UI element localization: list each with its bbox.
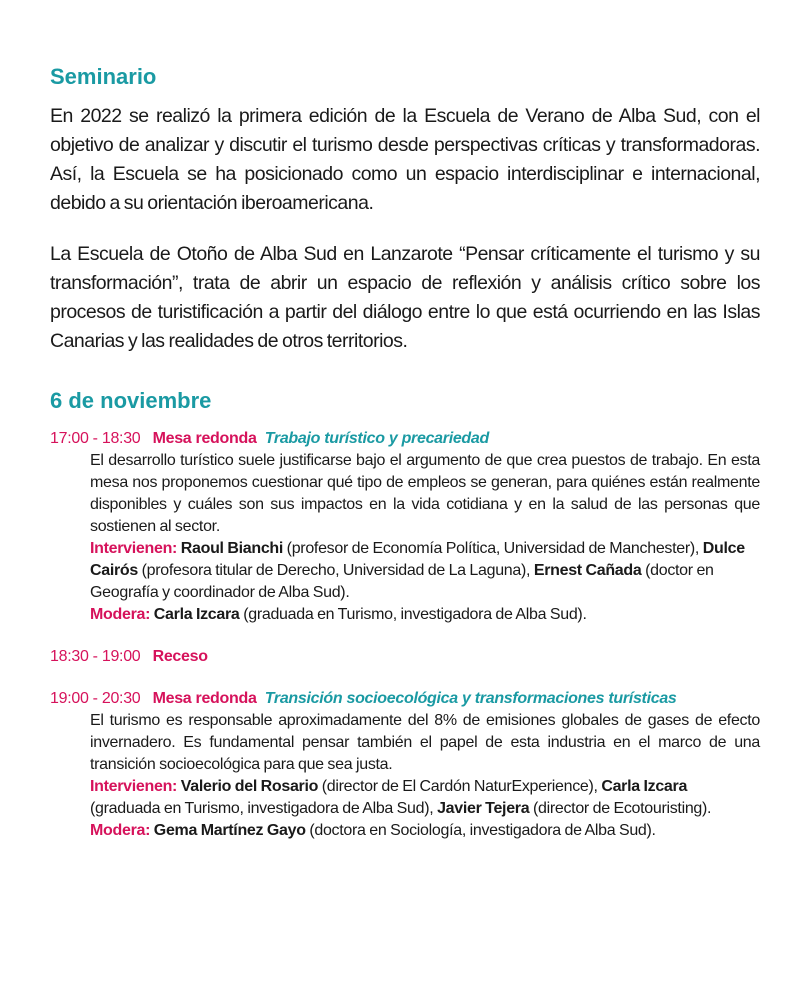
speaker-role: (doctor en Geografía y coordinador de Alba Sud). [90, 562, 714, 601]
moderator-line [90, 820, 760, 842]
session-type: Mesa redonda [152, 690, 257, 707]
seminar-heading: Seminario [50, 64, 157, 89]
session-type: Receso [152, 648, 208, 665]
speaker-name: Carla Izcara [601, 778, 688, 795]
speaker-name: Valerio del Rosario [180, 778, 319, 795]
session-transicion [50, 688, 760, 842]
speaker-role: (profesor de Economía Política, Universidad de Manchester), [283, 540, 700, 557]
moderator-label: Modera: [90, 606, 151, 623]
session-description: El desarrollo turístico suele justificarse bajo el argumento de que crea puestos de trabajo. En esta mesa nos proponemos cuestionar qué tipo de empleos se generan, para quiénes están realmente disponibles y cuáles son sus impactos en la vida cotidiana y en la salud de las personas que sostienen al sector. [90, 452, 760, 535]
speaker-role: (director de El Cardón NaturExperience), [318, 778, 602, 795]
session-description: El turismo es responsable aproximadamente del 8% de emisiones globales de gases de efecto invernadero. Es fundamental pensar también el papel de esta industria en el marco de una transición socioecológica para que sea justa. [90, 712, 760, 773]
session-break [50, 646, 760, 668]
moderator-role: (graduada en Turismo, investigadora de Alba Sud). [239, 606, 587, 623]
day-heading: 6 de noviembre [50, 388, 212, 413]
speakers-label: Intervienen: [90, 540, 178, 557]
speaker-name: Raoul Bianchi [180, 540, 284, 557]
intro-paragraph: La Escuela de Otoño de Alba Sud en Lanzarote “Pensar críticamente el turismo y su transformación”, trata de abrir un espacio de reflexión y análisis crítico sobre los procesos de turistificación a partir del diálogo entre lo que está ocurriendo en las Islas Canarias y las realidades de otros territorios. [50, 243, 760, 352]
moderator-role: (doctora en Sociología, investigadora de Alba Sud). [305, 822, 656, 839]
session-header [50, 646, 760, 668]
session-header [50, 428, 760, 450]
moderator-label: Modera: [90, 822, 151, 839]
session-time: 18:30 - 19:00 [50, 648, 141, 665]
session-body [90, 710, 760, 842]
speakers-line [90, 538, 760, 604]
session-trabajo [50, 428, 760, 626]
session-title: Transición socioecológica y transformaciones turísticas [264, 690, 677, 707]
speaker-role: (graduada en Turismo, investigadora de Alba Sud), [90, 800, 438, 817]
moderator-line [90, 604, 760, 626]
program-page [50, 58, 760, 862]
session-title: Trabajo turístico y precariedad [264, 430, 489, 447]
seminar-intro [50, 102, 760, 356]
speakers-label: Intervienen: [90, 778, 178, 795]
speaker-name: Ernest Cañada [533, 562, 642, 579]
speaker-name: Javier Tejera [437, 800, 530, 817]
speaker-name: Dulce Cairós [90, 540, 745, 579]
session-time: 17:00 - 18:30 [50, 430, 141, 447]
intro-paragraph: En 2022 se realizó la primera edición de la Escuela de Verano de Alba Sud, con el objetivo de analizar y discutir el turismo desde perspectivas críticas y transformadoras. Así, la Escuela se ha posicionado como un espacio interdisciplinar e internacional, debido a su orientación iberoamericana. [50, 105, 760, 214]
speakers-line [90, 776, 760, 820]
session-header [50, 688, 760, 710]
session-time: 19:00 - 20:30 [50, 690, 141, 707]
moderator-name: Carla Izcara [153, 606, 240, 623]
speaker-role: (director de Ecotouristing). [529, 800, 712, 817]
moderator-name: Gema Martínez Gayo [153, 822, 306, 839]
speaker-role: (profesora titular de Derecho, Universidad de La Laguna), [138, 562, 534, 579]
session-body [90, 450, 760, 626]
session-type: Mesa redonda [152, 430, 257, 447]
